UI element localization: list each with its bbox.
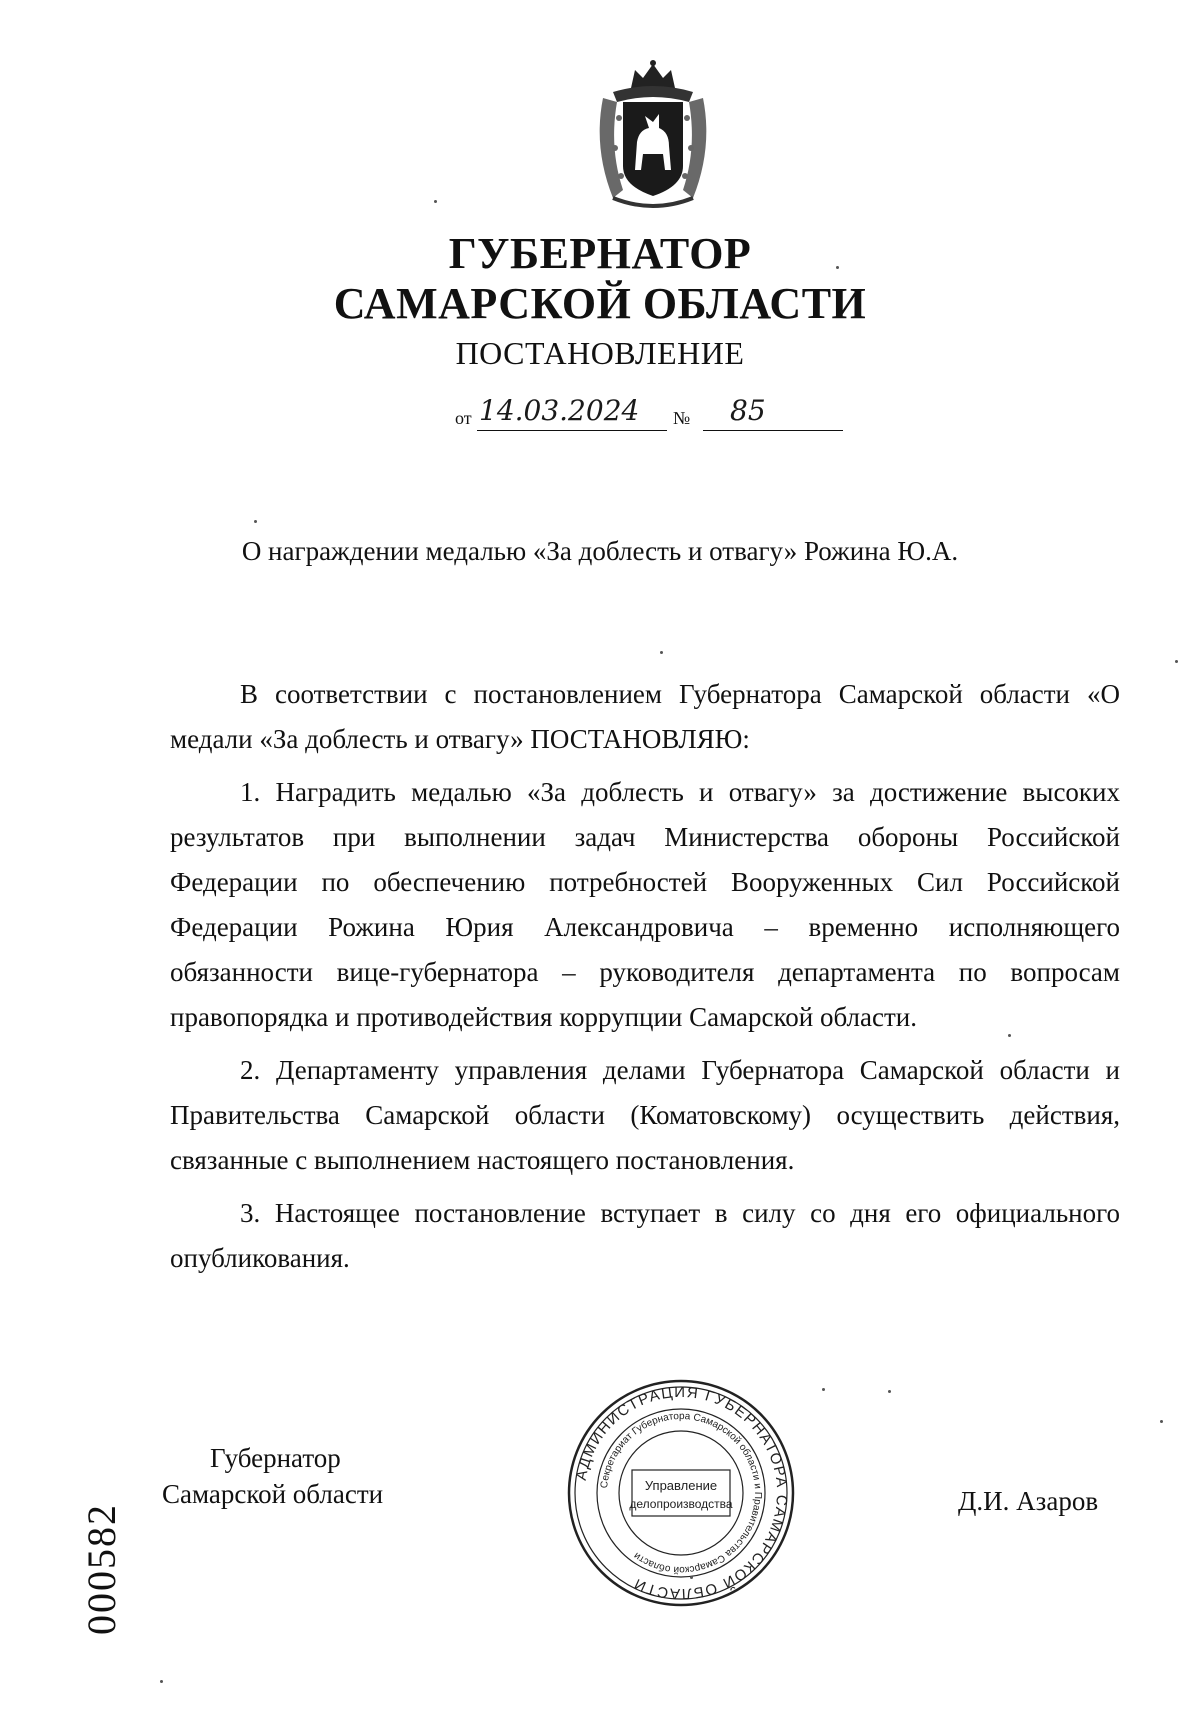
body-intro: В соответствии с постановлением Губернатора Самарской области «О медали «За доблесть и отвагу» ПОСТАНОВЛЯЮ: xyxy=(170,679,1120,754)
handwritten-date: 14.03.2024 xyxy=(479,394,640,427)
official-stamp xyxy=(566,1378,796,1608)
scan-speck xyxy=(254,520,257,523)
stamp-center-line1: Управление xyxy=(644,1478,718,1493)
scan-speck xyxy=(1160,1420,1163,1423)
signatory-position-line1: Губернатор xyxy=(210,1443,341,1473)
number-underline xyxy=(703,430,843,431)
scan-speck xyxy=(888,1390,891,1393)
stamp-inner-text: Секретариат Губернатора Самарской области и Правительства Самарской области xyxy=(599,1410,764,1576)
scan-speck xyxy=(434,200,437,203)
signatory-position xyxy=(162,1440,383,1512)
handwritten-number: 85 xyxy=(730,394,766,427)
issuer-title-line2: САМАРСКОЙ ОБЛАСТИ xyxy=(333,279,867,328)
scan-speck xyxy=(160,1680,163,1683)
stamp-center-line2: делопроизводства xyxy=(629,1497,733,1511)
scan-speck xyxy=(1008,1034,1011,1037)
signatory-position-line2: Самарской области xyxy=(162,1479,384,1509)
scan-speck xyxy=(836,266,839,269)
date-number-line xyxy=(455,394,855,434)
document-subject: О награждении медалью «За доблесть и отвагу» Рожина Ю.А. xyxy=(241,536,959,566)
document-type: ПОСТАНОВЛЕНИЕ xyxy=(455,335,745,371)
number-label: № xyxy=(673,408,691,428)
issuer-title-line1: ГУБЕРНАТОР xyxy=(448,229,752,278)
scan-speck xyxy=(822,1388,825,1391)
date-label: от xyxy=(455,408,472,428)
body-item-3: 3. Настоящее постановление вступает в силу со дня его официального опубликования. xyxy=(170,1198,1120,1273)
signatory-name: Д.И. Азаров xyxy=(958,1486,1099,1516)
document-body xyxy=(170,672,1120,1289)
scan-speck xyxy=(1175,660,1178,663)
stamp-outer-text: АДМИНИСТРАЦИЯ ГУБЕРНАТОРА САМАРСКОЙ ОБЛАСТИ xyxy=(572,1383,791,1603)
body-item-2: 2. Департаменту управления делами Губернатора Самарской области и Правительства Самарской области (Коматовскому) осуществить действия, связанные с выполнением настоящего постановления. xyxy=(170,1055,1120,1175)
registration-number: 000582 xyxy=(79,1503,124,1635)
coat-of-arms-emblem xyxy=(583,58,723,210)
body-item-1: 1. Наградить медалью «За доблесть и отвагу» за достижение высоких результатов при выполнении задач Министерства обороны Российской Федерации по обеспечению потребностей Вооруженных Сил Российской Федерации Рожина Юрия Александровича – временно исполняющего обязанности вице-губернатора – руководителя департамента по вопросам правопорядка и противодействия коррупции Самарской области. xyxy=(170,777,1120,1032)
date-underline xyxy=(477,430,667,431)
scan-speck xyxy=(690,1576,693,1579)
scan-speck xyxy=(660,651,663,654)
